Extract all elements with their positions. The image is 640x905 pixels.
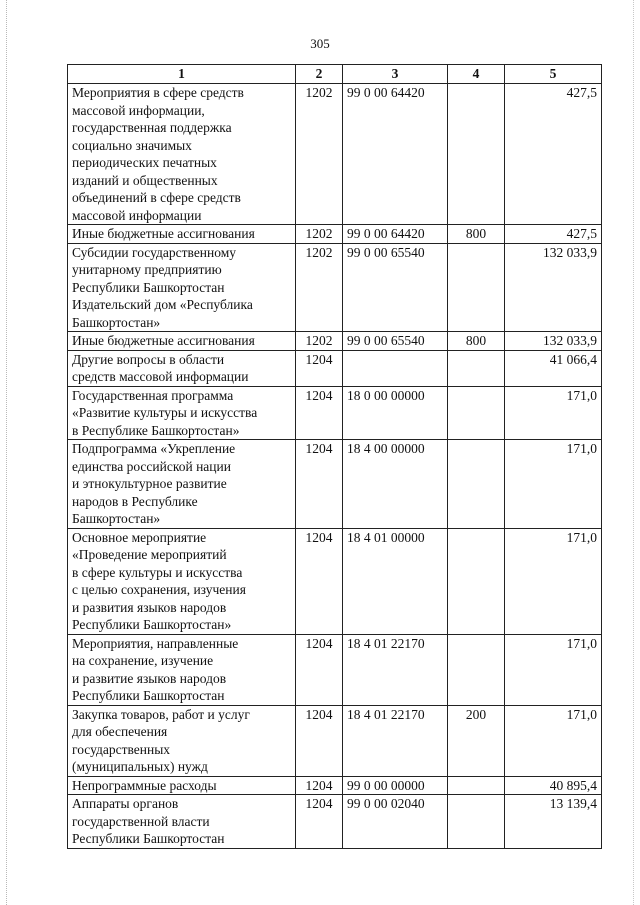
row-section-cell: 1204 xyxy=(296,440,343,529)
column-header-type: 4 xyxy=(448,65,505,84)
row-type-cell xyxy=(448,528,505,634)
row-section-cell: 1202 xyxy=(296,243,343,332)
row-type-cell: 800 xyxy=(448,225,505,244)
row-type-cell xyxy=(448,243,505,332)
row-section-cell: 1204 xyxy=(296,705,343,776)
table-row xyxy=(68,332,602,351)
row-amount-cell: 132 033,9 xyxy=(505,332,602,351)
row-code-cell xyxy=(343,350,448,386)
scan-margin-left xyxy=(6,0,7,905)
budget-table xyxy=(67,64,602,849)
row-amount-cell: 427,5 xyxy=(505,225,602,244)
row-section-cell: 1204 xyxy=(296,528,343,634)
row-section-cell: 1204 xyxy=(296,634,343,705)
row-name-cell: Государственная программа «Развитие культуры и искусства в Республике Башкортостан» xyxy=(68,386,296,440)
row-code-cell: 18 4 01 22170 xyxy=(343,705,448,776)
column-header-name: 1 xyxy=(68,65,296,84)
row-amount-cell: 41 066,4 xyxy=(505,350,602,386)
column-header-amount: 5 xyxy=(505,65,602,84)
row-amount-cell: 40 895,4 xyxy=(505,776,602,795)
row-code-cell: 99 0 00 00000 xyxy=(343,776,448,795)
row-type-cell xyxy=(448,440,505,529)
row-code-cell: 99 0 00 64420 xyxy=(343,84,448,225)
row-section-cell: 1204 xyxy=(296,776,343,795)
row-name-cell: Закупка товаров, работ и услуг для обеспечения государственных (муниципальных) нужд xyxy=(68,705,296,776)
table-body xyxy=(68,84,602,849)
row-name-cell: Иные бюджетные ассигнования xyxy=(68,225,296,244)
row-amount-cell: 427,5 xyxy=(505,84,602,225)
row-code-cell: 18 4 01 00000 xyxy=(343,528,448,634)
table-row xyxy=(68,795,602,849)
row-name-cell: Мероприятия в сфере средств массовой информации, государственная поддержка социально значимых периодических печатных изданий и общественных объединений в сфере средств массовой информации xyxy=(68,84,296,225)
row-section-cell: 1204 xyxy=(296,386,343,440)
row-section-cell: 1204 xyxy=(296,795,343,849)
row-name-cell: Другие вопросы в области средств массовой информации xyxy=(68,350,296,386)
row-name-cell: Аппараты органов государственной власти Республики Башкортостан xyxy=(68,795,296,849)
row-name-cell: Основное мероприятие «Проведение мероприятий в сфере культуры и искусства с целью сохранения, изучения и развития языков народов Республики Башкортостан» xyxy=(68,528,296,634)
row-type-cell xyxy=(448,386,505,440)
row-name-cell: Подпрограмма «Укрепление единства российской нации и этнокультурное развитие народов в Республике Башкортостан» xyxy=(68,440,296,529)
row-name-cell: Непрограммные расходы xyxy=(68,776,296,795)
table-row xyxy=(68,225,602,244)
table-header-row xyxy=(68,65,602,84)
column-header-section: 2 xyxy=(296,65,343,84)
row-section-cell: 1202 xyxy=(296,84,343,225)
row-amount-cell: 171,0 xyxy=(505,386,602,440)
row-amount-cell: 171,0 xyxy=(505,440,602,529)
row-code-cell: 99 0 00 64420 xyxy=(343,225,448,244)
row-amount-cell: 171,0 xyxy=(505,705,602,776)
table-row xyxy=(68,84,602,225)
row-type-cell xyxy=(448,350,505,386)
scan-margin-right xyxy=(633,0,634,905)
row-name-cell: Субсидии государственному унитарному предприятию Республики Башкортостан Издательский дом «Республика Башкортостан» xyxy=(68,243,296,332)
table-row xyxy=(68,350,602,386)
row-amount-cell: 171,0 xyxy=(505,634,602,705)
row-section-cell: 1202 xyxy=(296,332,343,351)
row-section-cell: 1204 xyxy=(296,350,343,386)
row-name-cell: Иные бюджетные ассигнования xyxy=(68,332,296,351)
row-amount-cell: 132 033,9 xyxy=(505,243,602,332)
table-row xyxy=(68,776,602,795)
table-row xyxy=(68,386,602,440)
row-amount-cell: 171,0 xyxy=(505,528,602,634)
row-amount-cell: 13 139,4 xyxy=(505,795,602,849)
page-number: 305 xyxy=(310,36,330,51)
row-code-cell: 18 4 01 22170 xyxy=(343,634,448,705)
row-type-cell xyxy=(448,795,505,849)
table-row xyxy=(68,243,602,332)
row-type-cell: 200 xyxy=(448,705,505,776)
row-code-cell: 99 0 00 02040 xyxy=(343,795,448,849)
row-type-cell: 800 xyxy=(448,332,505,351)
table-row xyxy=(68,440,602,529)
row-type-cell xyxy=(448,84,505,225)
row-code-cell: 99 0 00 65540 xyxy=(343,332,448,351)
row-code-cell: 99 0 00 65540 xyxy=(343,243,448,332)
column-header-code: 3 xyxy=(343,65,448,84)
row-code-cell: 18 0 00 00000 xyxy=(343,386,448,440)
row-code-cell: 18 4 00 00000 xyxy=(343,440,448,529)
row-type-cell xyxy=(448,776,505,795)
row-type-cell xyxy=(448,634,505,705)
row-name-cell: Мероприятия, направленные на сохранение, изучение и развитие языков народов Республики Башкортостан xyxy=(68,634,296,705)
row-section-cell: 1202 xyxy=(296,225,343,244)
table-row xyxy=(68,528,602,634)
table-row xyxy=(68,705,602,776)
table-row xyxy=(68,634,602,705)
